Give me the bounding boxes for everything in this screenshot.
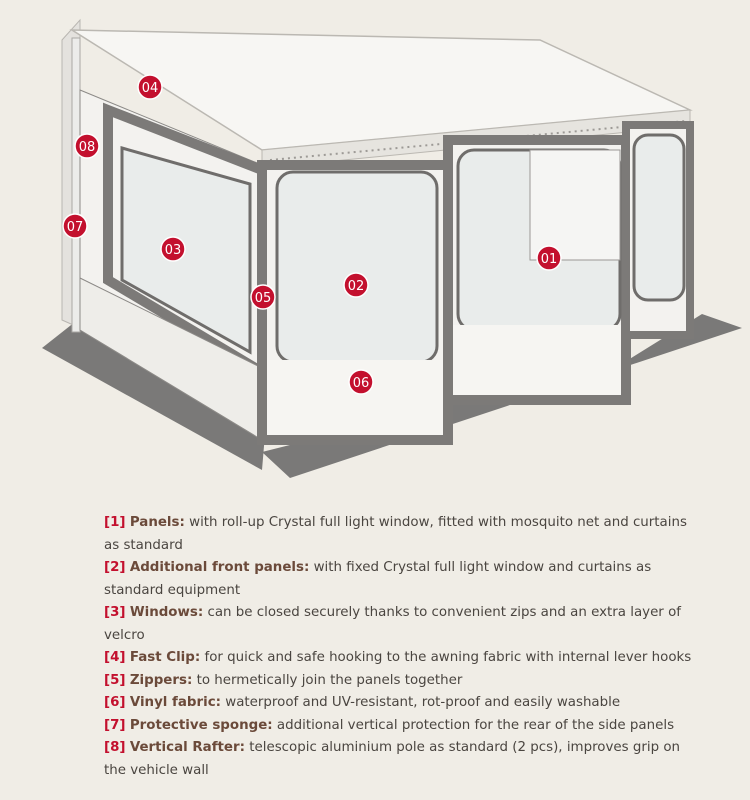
legend-description: with roll-up Crystal full light window, fitted with mosquito net and curtains as standard <box>104 515 687 553</box>
badge-05 <box>251 285 275 309</box>
legend-item <box>104 692 704 715</box>
front-skirt-right <box>453 325 621 395</box>
legend-description: additional vertical protection for the rear of the side panels <box>276 717 675 733</box>
legend-list <box>104 512 704 782</box>
legend-term: Panels: <box>129 515 185 530</box>
svg-text:01: 01 <box>540 252 558 267</box>
legend-term: Windows: <box>129 605 204 620</box>
legend-number: [4] <box>104 650 126 665</box>
svg-text:07: 07 <box>66 220 84 235</box>
legend-item <box>104 557 704 602</box>
legend-item <box>104 512 704 557</box>
side-window-right <box>634 135 684 300</box>
legend-item <box>104 602 704 647</box>
badge-04 <box>138 75 162 99</box>
badge-02 <box>344 273 368 297</box>
legend-number: [1] <box>104 515 126 530</box>
legend-item <box>104 737 704 782</box>
legend-description: with fixed Crystal full light window and curtains as standard equipment <box>104 560 652 598</box>
legend-description: to hermetically join the panels together <box>196 672 463 688</box>
svg-text:06: 06 <box>352 376 370 391</box>
svg-text:03: 03 <box>164 243 182 258</box>
badge-07 <box>63 214 87 238</box>
legend-description: for quick and safe hooking to the awning fabric with internal lever hooks <box>204 650 692 665</box>
legend-term: Vertical Rafter: <box>129 740 245 755</box>
legend-term: Zippers: <box>129 672 193 688</box>
badge-03 <box>161 237 185 261</box>
legend-number: [7] <box>104 717 126 733</box>
svg-text:05: 05 <box>254 291 272 306</box>
legend-number: [2] <box>104 560 126 575</box>
legend-number: [8] <box>104 740 126 755</box>
legend-description: can be closed securely thanks to convenient zips and an extra layer of velcro <box>104 605 681 643</box>
legend-item <box>104 715 704 738</box>
legend-item <box>104 647 704 670</box>
legend-number: [6] <box>104 695 126 710</box>
badge-01 <box>537 246 561 270</box>
svg-text:08: 08 <box>78 140 96 155</box>
badge-08 <box>75 134 99 158</box>
svg-text:04: 04 <box>141 81 159 96</box>
legend-term: Vinyl fabric: <box>129 695 221 710</box>
legend-description: waterproof and UV-resistant, rot-proof and easily washable <box>225 695 621 710</box>
legend-term: Fast Clip: <box>129 650 201 665</box>
badge-06 <box>349 370 373 394</box>
legend-number: [3] <box>104 605 126 620</box>
legend-term: Protective sponge: <box>129 717 273 733</box>
legend-item <box>104 670 704 693</box>
svg-text:02: 02 <box>347 279 365 294</box>
rolled-window <box>530 150 620 260</box>
legend-number: [5] <box>104 672 126 688</box>
vertical-rafter <box>72 38 80 332</box>
front-window-left <box>277 172 437 362</box>
legend-term: Additional front panels: <box>129 560 310 575</box>
legend-description: telescopic aluminium pole as standard (2 pcs), improves grip on the vehicle wall <box>104 740 681 778</box>
